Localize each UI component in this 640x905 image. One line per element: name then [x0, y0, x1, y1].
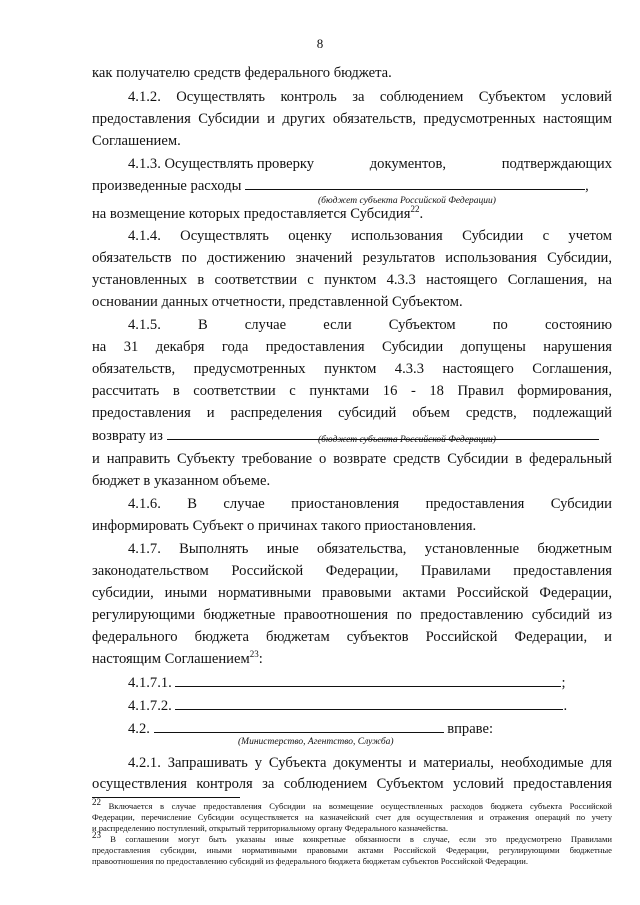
footnote-number: 23	[92, 830, 101, 841]
footnote-line: правоотношения по предоставлению субсидий из федерального бюджета бюджетам субъектов Российской Федерации.	[92, 856, 528, 866]
blank-caption: (Министерство, Агентство, Служба)	[238, 737, 394, 747]
footnote-ref: 23	[249, 649, 259, 660]
footnote-ref: 22	[410, 204, 420, 215]
text-fragment: .	[419, 206, 424, 222]
text-fragment: вправе:	[447, 721, 494, 737]
text-fragment: произведенные расходы	[92, 178, 242, 194]
text-line: обязательств, предусмотренных пунктом 4.3.3 настоящего Соглашения,	[92, 361, 612, 377]
text-line: основании данных отчетности, представленной Субъектом.	[92, 294, 463, 310]
text-fragment: на возмещение которых предоставляется Субсидия	[92, 206, 411, 222]
text-line: бюджет в указанном объеме.	[92, 473, 271, 489]
clause-4-1-4: 4.1.4. Осуществлять оценку использования Субсидии с учетом	[128, 228, 612, 244]
text-fragment: документов,	[369, 156, 447, 172]
footnote-line: и распределению поступлений, открытый территориальному органу Федерального казначейства.	[92, 823, 448, 833]
text-line: регулирующими бюджетные правоотношения по предоставлению субсидий из	[92, 607, 612, 623]
footnote-text: Включается в случае предоставления Субсидии на возмещение осуществленных расходов бюджета субъекта Российской	[108, 801, 613, 811]
clause-4-1-2: 4.1.2. Осуществлять контроль за соблюдением Субъектом условий	[128, 89, 612, 105]
text-fragment: 4.1.7.1.	[128, 675, 172, 691]
text-fragment: 4.1.3. Осуществлять проверку	[128, 156, 315, 172]
text-fragment: ,	[585, 178, 589, 194]
clause-4-1-5: 4.1.5. В случае если Субъектом по состоянию	[128, 317, 612, 333]
text-line: предоставления и распределения субсидий объем средств, подлежащий	[92, 405, 612, 421]
footnote-line: предоставления субсидии, иными нормативными правовыми актами Российской Федерации, регулирующими бюджетные	[92, 845, 612, 855]
text-fragment: 4.1.7.2.	[128, 698, 172, 714]
footnote-line: Федерации, перечисление Субсидии осуществляется на казначейский счет для осуществления и отражения операций по учету	[92, 812, 612, 822]
page-number: 8	[316, 36, 324, 51]
clause-4-1-7: 4.1.7. Выполнять иные обязательства, установленные бюджетным	[128, 541, 612, 557]
clause-4-1-3	[128, 155, 612, 173]
text-line-with-blank	[92, 176, 612, 195]
text-fragment: возврату из	[92, 428, 163, 444]
text-fragment: ;	[561, 675, 566, 691]
footnote-number: 22	[92, 797, 101, 808]
text-line: обязательств по достижению значений результатов использования Субсидии,	[92, 250, 612, 266]
text-fragment: подтверждающих	[501, 156, 612, 172]
fill-in-blank	[245, 176, 585, 190]
text-line: как получателю средств федерального бюджета.	[92, 65, 392, 81]
clause-4-1-7-1	[128, 673, 612, 692]
text-fragment: настоящим Соглашением	[92, 651, 250, 667]
footnote-23	[92, 830, 612, 846]
text-line: рассчитать в соответствии с пунктами 16 - 18 Правил формирования,	[92, 383, 612, 399]
text-line: на 31 декабря года предоставления Субсидии допущены нарушения	[92, 339, 612, 355]
text-line: Соглашением.	[92, 133, 181, 149]
text-fragment: .	[563, 698, 568, 714]
text-line: предоставления Субсидии и других обязательств, предусмотренных настоящим	[92, 111, 612, 127]
text-line: установленных в соответствии с пунктом 4.3.3 настоящего Соглашения, на	[92, 272, 612, 288]
footnote-separator	[92, 797, 240, 798]
text-line: федерального бюджета бюджетам субъектов Российской Федерации, и	[92, 629, 612, 645]
fill-in-blank	[154, 719, 444, 733]
text-fragment: :	[258, 651, 263, 667]
text-fragment: 4.2.	[128, 721, 150, 737]
text-line: и направить Субъекту требование о возврате средств Субсидии в федеральный	[92, 451, 612, 467]
blank-caption: (бюджет субъекта Российской Федерации)	[318, 196, 496, 206]
text-line: субсидии, иными нормативными правовыми актами Российской Федерации,	[92, 585, 612, 601]
text-line	[92, 650, 612, 668]
clause-4-1-7-2	[128, 696, 612, 715]
text-line: информировать Субъект о причинах такого приостановления.	[92, 518, 477, 534]
fill-in-blank	[175, 673, 561, 687]
blank-caption: (бюджет субъекта Российской Федерации)	[318, 435, 496, 445]
text-line	[92, 205, 612, 223]
fill-in-blank	[175, 696, 563, 710]
text-line: законодательством Российской Федерации, Правилами предоставления	[92, 563, 612, 579]
clause-4-2	[128, 719, 612, 738]
clause-4-2-1: 4.2.1. Запрашивать у Субъекта документы и материалы, необходимые для	[128, 755, 612, 771]
footnote-22	[92, 797, 613, 813]
text-line: осуществления контроля за соблюдением Субъектом условий предоставления	[92, 776, 612, 792]
clause-4-1-6: 4.1.6. В случае приостановления предоставления Субсидии	[128, 496, 612, 512]
footnote-text: В соглашении могут быть указаны иные конкретные обязанности в случае, если это предусмотрено Правилами	[110, 834, 612, 844]
